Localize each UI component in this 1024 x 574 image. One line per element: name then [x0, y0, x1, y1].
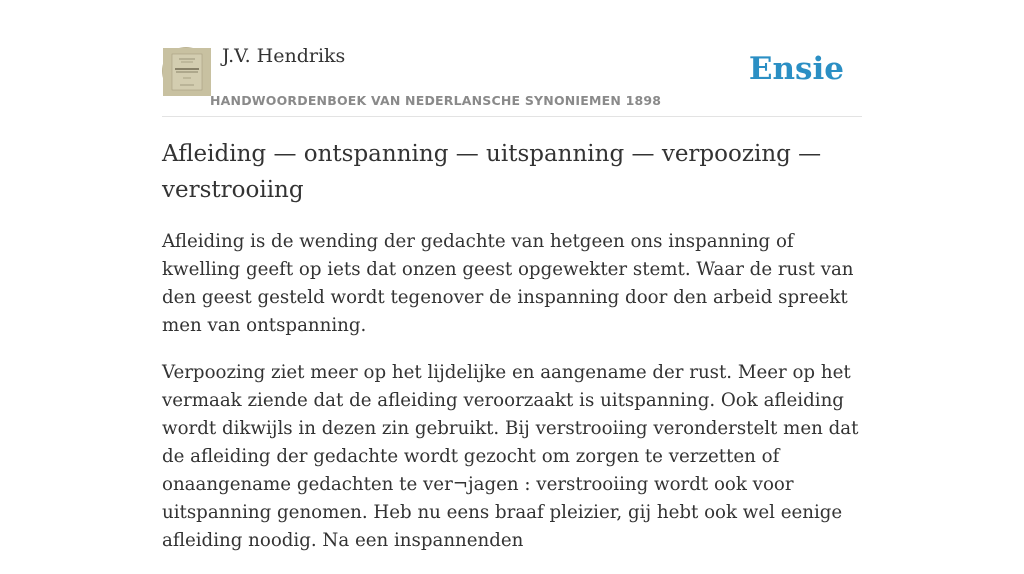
author-name[interactable]: J.V. Hendriks	[222, 45, 346, 67]
paragraph: Verpoozing ziet meer op het lijdelijke en aangename der rust. Meer op het vermaak ziende dat de afleiding veroorzaakt is uitspanning. Ook afleiding wordt dikwijls in dezen zin gebruikt. Bij verstrooiing veronderstelt men dat de afleiding der gedachte wordt gezocht om zorgen te verzetten of onaangename gedachten te ver¬jagen : verstrooiing wordt ook voor uitspanning genomen. Heb nu eens braaf pleizier, gij hebt ook wel eenige afleiding noodig. Na een inspannenden	[162, 362, 859, 551]
page	[162, 0, 862, 551]
header	[162, 0, 862, 117]
avatar[interactable]	[162, 47, 210, 95]
paragraph: Afleiding is de wending der gedachte van hetgeen ons inspanning of kwelling geeft op iets dat onzen geest opgewekter stemt. Waar de rust van den geest gesteld wordt tegenover de inspanning door den arbeid spreekt men van ontspanning.	[162, 231, 854, 336]
book-cover-icon	[163, 48, 211, 96]
article-title: Afleiding — ontspanning — uitspanning — verpoozing — verstrooiing	[162, 141, 822, 203]
ensie-logo[interactable]: Ensie	[748, 51, 844, 87]
article-body	[162, 228, 862, 574]
source-title[interactable]: HANDWOORDENBOEK VAN NEDERLANSCHE SYNONIEMEN 1898	[210, 93, 662, 108]
